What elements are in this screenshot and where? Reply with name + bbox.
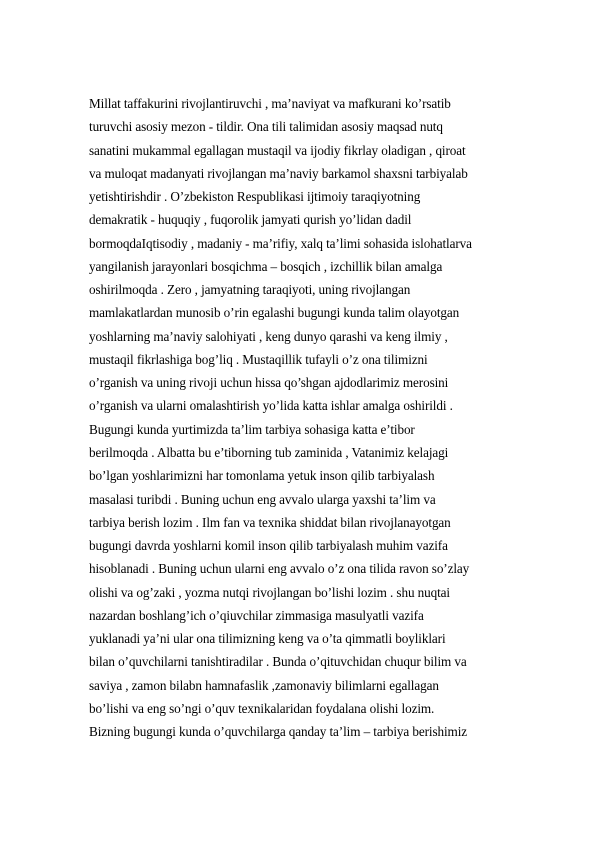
text-line-1: Millat taffakurini rivojlantiruvchi , ma’naviyat va mafkurani ko’rsatib <box>89 96 451 111</box>
text-line-11: yoshlarning ma’naviy salohiyati , keng dunyo qarashi va keng ilmiy , <box>89 328 448 344</box>
text-line-21: hisoblanadi . Buning uchun ularni eng avvalo o’z ona tilida ravon so’zlay <box>89 561 470 577</box>
text-line-2: turuvchi asosiy mezon - tildir. Ona tili talimidan asosiy maqsad nutq <box>89 119 443 135</box>
text-line-14: o’rganish va ularni omalashtirish yo’lida katta ishlar amalga oshirildi . <box>89 398 453 414</box>
text-line-23: nazardan boshlang’ich o’qiuvchilar zimmasiga masulyatli vazifa <box>89 607 424 623</box>
text-line-24: yuklanadi ya’ni ular ona tilimizning keng va o’ta qimmatli boyliklari <box>89 631 446 647</box>
text-line-28: Bizning bugungi kunda o’quvchilarga qanday ta’lim – tarbiya berishimiz <box>89 724 468 740</box>
text-line-26: saviya , zamon bilabn hamnafaslik ,zamonaviy bilimlarni egallagan <box>89 677 439 693</box>
text-line-3: sanatini mukammal egallagan mustaqil va ijodiy fikrlay oladigan , qiroat <box>89 142 466 158</box>
text-line-5: yetishtirishdir . O’zbekiston Respublikasi ijtimoiy taraqiyotning <box>89 189 421 205</box>
text-line-6: demakratik - huquqiy , fuqorolik jamyati qurish yo’lidan dadil <box>89 212 412 228</box>
text-line-22: olishi va og’zaki , yozma nutqi rivojlangan bo’lishi lozim . shu nuqtai <box>89 584 450 600</box>
body-text <box>89 92 593 743</box>
text-line-13: o’rganish va uning rivoji uchun hissa qo’shgan ajdodlarimiz merosini <box>89 375 449 391</box>
text-line-12: mustaqil fikrlashiga bog’liq . Mustaqillik tufayli o’z ona tilimizni <box>89 351 428 367</box>
text-line-17: bo’lgan yoshlarimizni har tomonlama yetuk inson qilib tarbiyalash <box>89 468 435 484</box>
text-line-18: masalasi turibdi . Buning uchun eng avvalo ularga yaxshi ta’lim va <box>89 491 436 507</box>
text-line-10: mamlakatlardan munosib o’rin egalashi bugungi kunda talim olayotgan <box>89 305 460 321</box>
text-line-4: va muloqat madanyati rivojlangan ma’naviy barkamol shaxsni tarbiyalab <box>89 165 468 181</box>
text-line-25: bilan o’quvchilarni tanishtiradilar . Bunda o’qituvchidan chuqur bilim va <box>89 654 467 670</box>
text-line-15: Bugungi kunda yurtimizda ta’lim tarbiya sohasiga katta e’tibor <box>89 421 415 437</box>
text-line-16: berilmoqda . Albatta bu e’tiborning tub zaminida , Vatanimiz kelajagi <box>89 444 449 460</box>
text-line-27: bo’lishi va eng so’ngi o’quv texnikalaridan foydalana olishi lozim. <box>89 700 435 716</box>
text-line-9: oshirilmoqda . Zero , jamyatning taraqiyoti, uning rivojlangan <box>89 282 411 298</box>
text-line-8: yangilanish jarayonlari bosqichma – bosqich , izchillik bilan amalga <box>89 258 443 274</box>
text-line-20: bugungi davrda yoshlarni komil inson qilib tarbiyalash muhim vazifa <box>89 538 448 554</box>
text-line-7: bormoqdaIqtisodiy , madaniy - ma’rifiy, xalq ta’limi sohasida islohatlarva <box>89 235 472 251</box>
text-line-19: tarbiya berish lozim . Ilm fan va texnika shiddat bilan rivojlanayotgan <box>89 514 451 530</box>
